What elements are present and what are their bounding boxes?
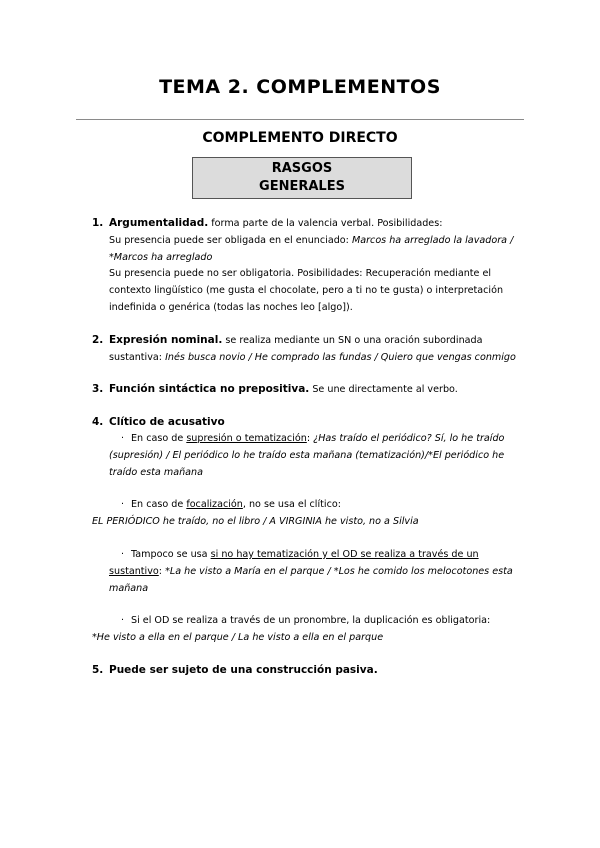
item-number: 3. [92,383,104,396]
item-heading: Argumentalidad. [109,217,209,229]
list-item-sujeto-pasiva [92,662,532,679]
list-item-argumentalidad [92,215,532,317]
line-text: Tampoco se usa [131,548,211,560]
box-line-1: RASGOS [271,161,333,176]
item-number: 2. [92,333,104,346]
item-heading: Puede ser sujeto de una construcción pasiva. [109,663,378,676]
item-number: 1. [92,217,104,229]
sub-item-tampoco [109,547,532,597]
sub-item-pronombre [92,613,532,647]
page-title: TEMA 2. COMPLEMENTOS [159,76,441,98]
list-item-clitico [92,414,532,647]
document-body [92,215,532,694]
line-text: Su presencia puede ser obligada en el enunciado: [109,234,352,246]
bullet-icon: · [121,615,125,627]
item-heading: Clítico de acusativo [109,416,225,429]
item-text [109,215,532,233]
example-text: Inés busca novio / He comprado las fundas / Quiero que vengas conmigo [165,351,516,363]
rasgos-generales-box [192,157,412,199]
underlined-text: focalización [186,499,243,511]
example-text: ¿Has traído el periódico? Sí, lo he traído (supresión) / El periódico lo he traído esta mañana (tematización)/*El periódico he traído esta mañana [109,432,505,478]
sub-item-supresion [109,431,532,481]
divider [76,119,524,120]
item-heading: Expresión nominal. [109,333,223,346]
line-text: En caso de [131,432,187,444]
list-item-expresion-nominal [92,332,532,367]
item-number: 4. [92,416,104,429]
box-line-2: GENERALES [259,179,345,194]
section-title: COMPLEMENTO DIRECTO [202,130,398,146]
example-text: Marcos ha arreglado la lavadora / *Marcos ha arreglado [109,234,514,263]
bullet-icon: · [121,548,125,560]
example-text: *He visto a ella en el parque / La he visto a ella en el parque [92,632,384,644]
item-line: Su presencia puede no ser obligatoria. Posibilidades: Recuperación mediante el contexto lingüístico (me gusta el chocolate, pero a ti no te gusta) o interpretación indefinida o genérica (todas las noches leo [algo]). [109,268,504,313]
item-description: forma parte de la valencia verbal. Posibilidades: [208,218,443,229]
item-number: 5. [92,663,104,676]
item-line [109,233,532,267]
line-text: Si el OD se realiza a través de un pronombre, la duplicación es obligatoria: [131,615,491,627]
underlined-text: supresión o tematización [186,432,307,444]
line-text: : [158,565,166,577]
line-text: , no se usa el clítico: [242,499,341,511]
item-description: se realiza mediante un SN o una oración subordinada sustantiva: [109,334,483,363]
example-text: EL PERIÓDICO he traído, no el libro / A VIRGINIA he visto, no a Silvia [92,516,419,528]
bullet-icon: · [121,432,125,444]
sub-item-focalizacion [92,497,532,531]
item-text [109,332,532,367]
line-text: En caso de [131,499,187,511]
list-item-funcion-sintactica [92,381,532,399]
bullet-icon: · [121,499,125,511]
item-text [109,381,532,399]
item-heading: Función sintáctica no prepositiva. [109,383,310,396]
example-text: *La he visto a María en el parque / *Los he comido los melocotones esta mañana [109,565,513,594]
line-text: : [306,432,314,444]
underlined-text: si no hay tematización y el OD se realiza a través de un sustantivo [109,548,479,577]
item-description: Se une directamente al verbo. [309,384,458,396]
